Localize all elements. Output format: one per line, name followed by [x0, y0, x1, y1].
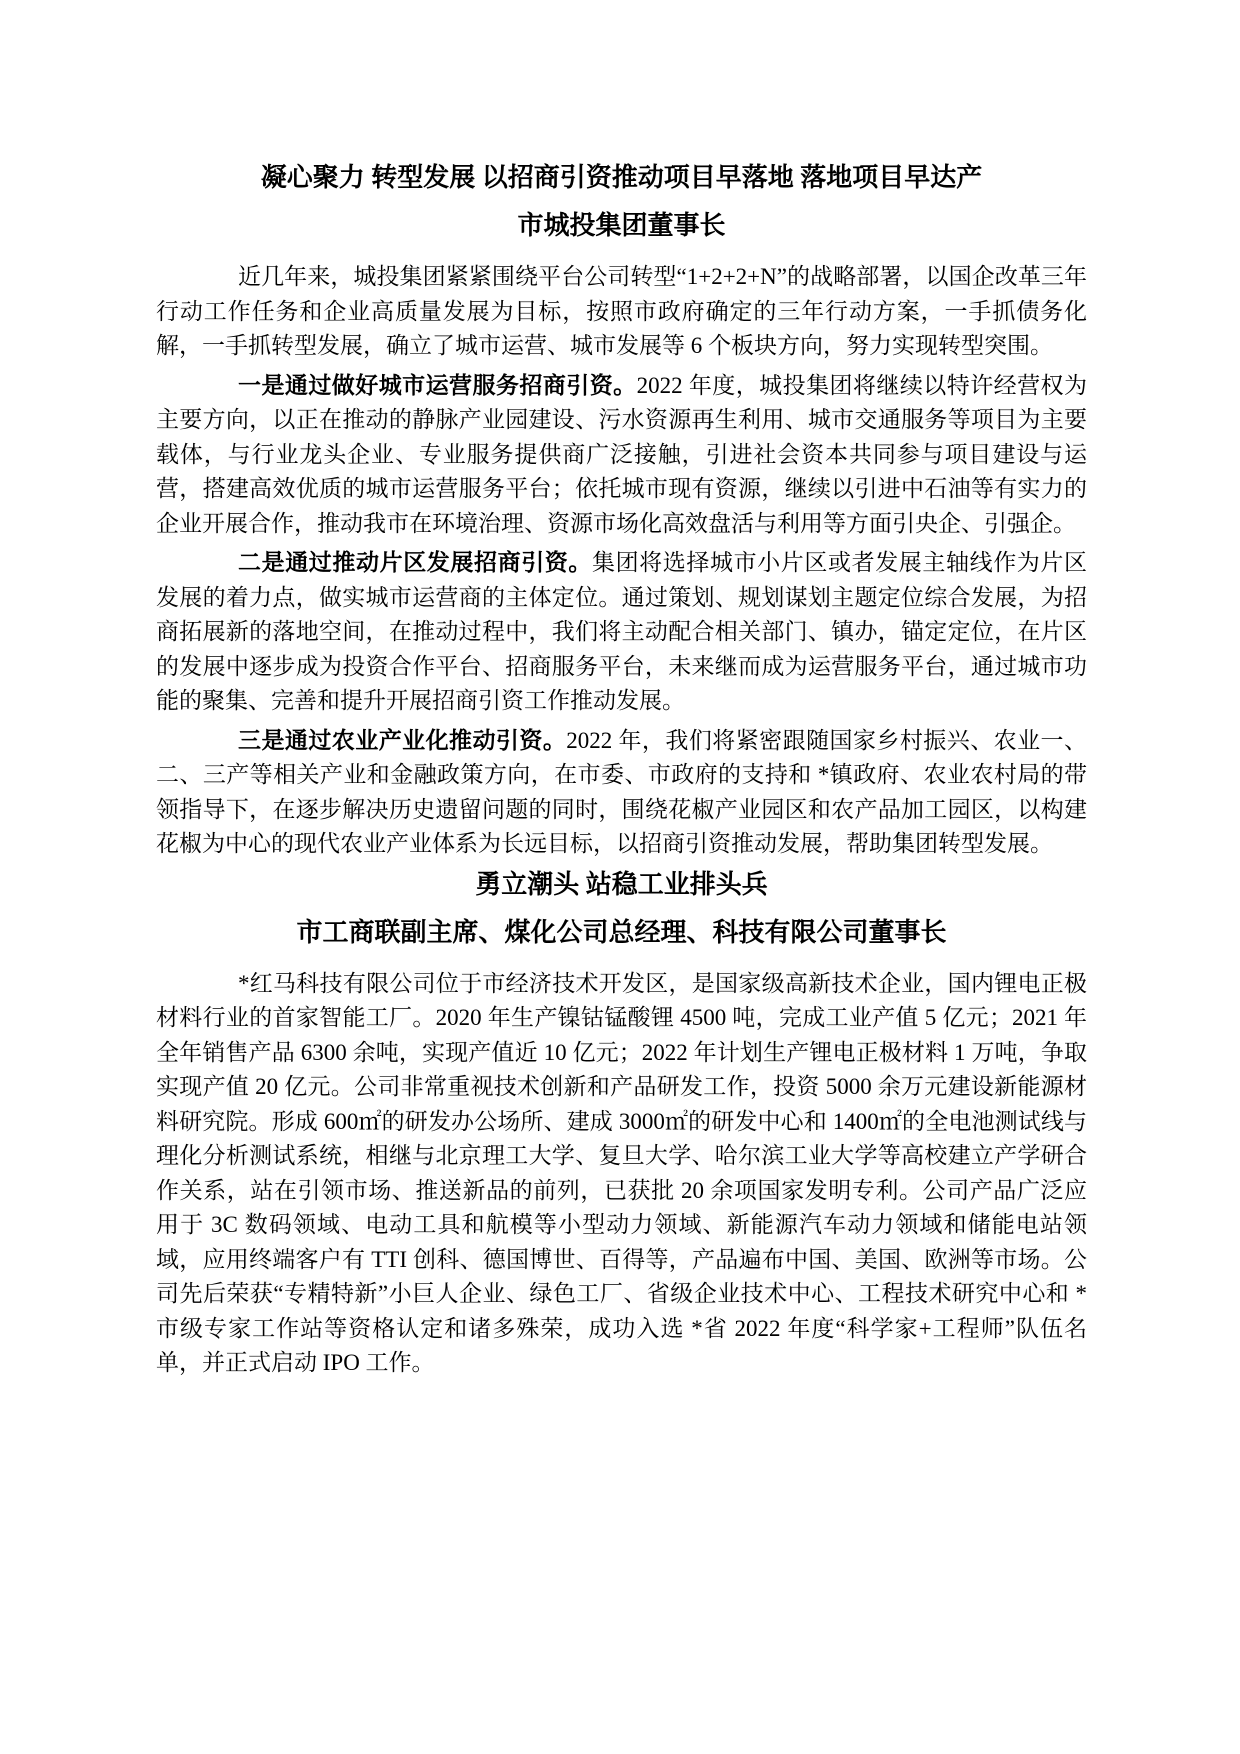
paragraph-text: 2022 年，我们将紧密跟随国家乡村振兴、农业一、二、三产等相关产业和金融政策方向，在市委、市政府的支持和 *镇政府、农业农村局的带领指导下，在逐步解决历史遗留问题的同时，围绕花椒产业园区和农产品加工园区，以构建花椒为中心的现代农业产业体系为长远目标，以招商引资推动发展，帮助集团转型发展。 — [156, 727, 1088, 856]
section1-paragraph-point2 — [156, 546, 1087, 719]
paragraph-text: 近几年来，城投集团紧紧围绕平台公司转型“1+2+2+N”的战略部署，以国企改革三年行动工作任务和企业高质量发展为目标，按照市政府确定的三年行动方案，一手抓债务化解，一手抓转型发展，确立了城市运营、城市发展等 6 个板块方向，努力实现转型突围。 — [156, 264, 1087, 358]
paragraph-lead: 一是通过做好城市运营服务招商引资。 — [238, 372, 637, 398]
section1-paragraph-point3 — [156, 724, 1087, 862]
section1-title: 凝心聚力 转型发展 以招商引资推动项目早落地 落地项目早达产 — [260, 163, 983, 192]
section2-subtitle: 市工商联副主席、煤化公司总经理、科技有限公司董事长 — [296, 917, 947, 947]
paragraph-lead: 二是通过推动片区发展招商引资。 — [238, 550, 592, 575]
section2-paragraph-company — [156, 967, 1087, 1381]
section-city-investment-group — [156, 160, 1087, 862]
document-content — [156, 160, 1087, 1386]
paragraph-text: 2022 年度，城投集团将继续以特许经营权为主要方向，以正在推动的静脉产业园建设、污水资源再生利用、城市交通服务等项目为主要载体，与行业龙头企业、专业服务提供商广泛接触，引进社会资本共同参与项目建设与运营，搭建高效优质的城市运营服务平台；依托城市现有资源，继续以引进中石油等有实力的企业开展合作，推动我市在环境治理、资源市场化高效盘活与利用等方面引央企、引强企。 — [156, 372, 1088, 536]
paragraph-lead: 三是通过农业产业化推动引资。 — [238, 727, 567, 753]
section1-paragraph-point1 — [156, 369, 1087, 542]
section-tech-company — [156, 867, 1087, 1381]
paragraph-text: 集团将选择城市小片区或者发展主轴线作为片区发展的着力点，做实城市运营商的主体定位。通过策划、规划谋划主题定位综合发展，为招商拓展新的落地空间，在推动过程中，我们将主动配合相关部门、镇办，锚定定位，在片区的发展中逐步成为投资合作平台、招商服务平台，未来继而成为运营服务平台，通过城市功能的聚集、完善和提升开展招商引资工作推动发展。 — [156, 550, 1088, 713]
section1-paragraph-intro — [156, 260, 1087, 364]
section1-subtitle: 市城投集团董事长 — [517, 211, 726, 240]
section2-title: 勇立潮头 站稳工业排头兵 — [475, 869, 768, 899]
paragraph-text: *红马科技有限公司位于市经济技术开发区，是国家级高新技术企业，国内锂电正极材料行业的首家智能工厂。2020 年生产镍钴锰酸锂 4500 吨，完成工业产值 5 亿元；2021 年全年销售产品 6300 余吨，实现产值近 10 亿元；2022 年计划生产锂电正极材料 1 万吨，争取实现产值 20 亿元。公司非常重视技术创新和产品研发工作，投资 5000 余万元建设新能源材料研究院。形成 600㎡的研发办公场所、建成 3000㎡的研发中心和 1400㎡的全电池测试线与理化分析测试系统，相继与北京理工大学、复旦大学、哈尔滨工业大学等高校建立产学研合作关系，站在引领市场、推送新品的前列，已获批 20 余项国家发明专利。公司产品广泛应用于 3C 数码领域、电动工具和航模等小型动力领域、新能源汽车动力领域和储能电站领域，应用终端客户有 TTI 创科、德国博世、百得等，产品遍布中国、美国、欧洲等市场。公司先后荣获“专精特新”小巨人企业、绿色工厂、省级企业技术中心、工程技术研究中心和 *市级专家工作站等资格认定和诸多殊荣，成功入选 *省 2022 年度“科学家+工程师”队伍名单，并正式启动 IPO 工作。 — [156, 970, 1088, 1375]
